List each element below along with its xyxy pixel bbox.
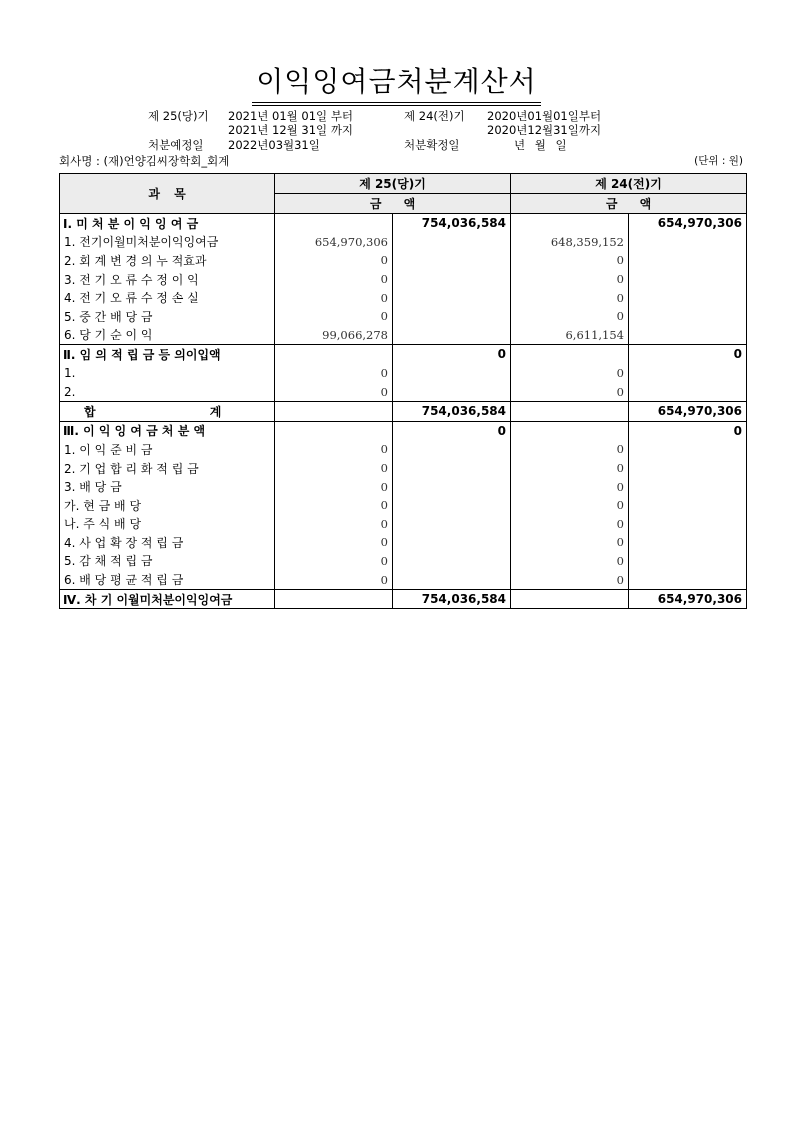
- current-total-amount: [393, 364, 511, 383]
- prior-detail-amount: 0: [511, 533, 629, 552]
- prior-total-amount: [629, 233, 747, 252]
- row-label: 3. 전 기 오 류 수 정 이 익: [60, 270, 275, 289]
- row-label: 합 계: [60, 401, 275, 421]
- disposal-planned-date: 2022년03월31일: [228, 138, 320, 152]
- current-total-amount: [393, 270, 511, 289]
- row-label: 6. 배 당 평 균 적 립 금: [60, 570, 275, 589]
- current-detail-amount: 0: [275, 533, 393, 552]
- current-total-amount: [393, 251, 511, 270]
- document-title: 이익잉여금처분계산서: [0, 60, 793, 106]
- current-period-to: 2021년 12월 31일 까지: [228, 123, 354, 137]
- prior-period-from: 2020년01월01일부터: [487, 109, 602, 123]
- table-row: [60, 364, 747, 383]
- current-detail-amount: 0: [275, 570, 393, 589]
- prior-detail-amount: 0: [511, 288, 629, 307]
- current-total-amount: [393, 382, 511, 401]
- prior-total-amount: [629, 552, 747, 571]
- current-detail-amount: 0: [275, 515, 393, 534]
- current-detail-amount: 0: [275, 459, 393, 478]
- retained-earnings-table: [59, 173, 747, 609]
- current-detail-amount: [275, 345, 393, 364]
- row-label: 4. 전 기 오 류 수 정 손 실: [60, 288, 275, 307]
- current-total-amount: [393, 552, 511, 571]
- table-row: [60, 345, 747, 364]
- prior-total-amount: [629, 440, 747, 459]
- prior-detail-amount: 0: [511, 496, 629, 515]
- prior-detail-amount: 648,359,152: [511, 233, 629, 252]
- prior-amount-header: 금 액: [511, 194, 747, 214]
- current-total-amount: [393, 288, 511, 307]
- prior-total-amount: [629, 270, 747, 289]
- current-total-amount: 754,036,584: [393, 401, 511, 421]
- current-detail-amount: 0: [275, 251, 393, 270]
- current-total-amount: [393, 515, 511, 534]
- current-total-amount: 754,036,584: [393, 589, 511, 609]
- prior-detail-amount: 0: [511, 382, 629, 401]
- subject-header: 과 목: [60, 174, 275, 214]
- prior-detail-amount: 0: [511, 477, 629, 496]
- current-total-amount: 0: [393, 345, 511, 364]
- prior-detail-amount: [511, 421, 629, 440]
- current-total-amount: [393, 459, 511, 478]
- prior-period-to: 2020년12월31일까지: [487, 123, 602, 137]
- table-row: [60, 401, 747, 421]
- row-label: Ⅰ. 미 처 분 이 익 잉 여 금: [60, 214, 275, 233]
- prior-detail-amount: 0: [511, 440, 629, 459]
- prior-detail-amount: 0: [511, 364, 629, 383]
- current-period-header: 제 25(당)기: [275, 174, 511, 194]
- row-label: 5. 감 채 적 립 금: [60, 552, 275, 571]
- prior-total-amount: [629, 288, 747, 307]
- prior-total-amount: [629, 496, 747, 515]
- prior-period-label: 제 24(전)기: [404, 109, 465, 123]
- row-label: 1. 전기이월미처분이익잉여금: [60, 233, 275, 252]
- disposal-planned-label: 처분예정일: [148, 138, 204, 152]
- prior-total-amount: 0: [629, 421, 747, 440]
- row-label: 2. 회 계 변 경 의 누 적효과: [60, 251, 275, 270]
- row-label: 나. 주 식 배 당: [60, 515, 275, 534]
- prior-detail-amount: 0: [511, 570, 629, 589]
- current-total-amount: [393, 440, 511, 459]
- current-total-amount: [393, 307, 511, 326]
- prior-detail-amount: [511, 214, 629, 233]
- table-row: [60, 251, 747, 270]
- prior-total-amount: [629, 364, 747, 383]
- current-detail-amount: 0: [275, 382, 393, 401]
- current-total-amount: [393, 326, 511, 345]
- row-label: 2. 기 업 합 리 화 적 립 금: [60, 459, 275, 478]
- table-row: [60, 382, 747, 401]
- table-row: [60, 440, 747, 459]
- prior-total-amount: 0: [629, 345, 747, 364]
- company-name: 회사명 : (재)언양김씨장학회_회계: [59, 154, 230, 168]
- prior-total-amount: [629, 251, 747, 270]
- prior-detail-amount: 6,611,154: [511, 326, 629, 345]
- row-label: 3. 배 당 금: [60, 477, 275, 496]
- prior-period-header: 제 24(전)기: [511, 174, 747, 194]
- prior-detail-amount: 0: [511, 307, 629, 326]
- current-detail-amount: [275, 589, 393, 609]
- current-detail-amount: 0: [275, 496, 393, 515]
- table-row: [60, 288, 747, 307]
- current-detail-amount: 0: [275, 477, 393, 496]
- current-detail-amount: 0: [275, 288, 393, 307]
- row-label: 5. 중 간 배 당 금: [60, 307, 275, 326]
- current-detail-amount: 654,970,306: [275, 233, 393, 252]
- current-total-amount: 754,036,584: [393, 214, 511, 233]
- table-row: [60, 459, 747, 478]
- table-row: [60, 270, 747, 289]
- current-period-label: 제 25(당)기: [148, 109, 209, 123]
- current-total-amount: [393, 496, 511, 515]
- row-label: Ⅱ. 임 의 적 립 금 등 의이입액: [60, 345, 275, 364]
- table-row: [60, 496, 747, 515]
- current-detail-amount: 0: [275, 440, 393, 459]
- current-total-amount: 0: [393, 421, 511, 440]
- prior-detail-amount: [511, 345, 629, 364]
- current-period-from: 2021년 01월 01일 부터: [228, 109, 354, 123]
- current-detail-amount: [275, 214, 393, 233]
- disposal-confirmed-label: 처분확정일: [404, 138, 460, 152]
- current-detail-amount: [275, 401, 393, 421]
- table-row: [60, 589, 747, 609]
- table-row: [60, 552, 747, 571]
- row-label: 1. 이 익 준 비 금: [60, 440, 275, 459]
- current-detail-amount: 0: [275, 364, 393, 383]
- table-row: [60, 307, 747, 326]
- table-row: [60, 570, 747, 589]
- prior-total-amount: [629, 307, 747, 326]
- table-row: [60, 326, 747, 345]
- current-detail-amount: 0: [275, 552, 393, 571]
- current-total-amount: [393, 533, 511, 552]
- prior-detail-amount: [511, 589, 629, 609]
- prior-detail-amount: 0: [511, 251, 629, 270]
- current-detail-amount: 0: [275, 270, 393, 289]
- prior-total-amount: [629, 570, 747, 589]
- table-row: [60, 533, 747, 552]
- prior-total-amount: [629, 382, 747, 401]
- prior-total-amount: [629, 515, 747, 534]
- row-label: 2.: [60, 382, 275, 401]
- table-row: [60, 233, 747, 252]
- prior-total-amount: [629, 459, 747, 478]
- current-detail-amount: 99,066,278: [275, 326, 393, 345]
- prior-total-amount: 654,970,306: [629, 589, 747, 609]
- prior-detail-amount: 0: [511, 459, 629, 478]
- row-label: Ⅳ. 차 기 이월미처분이익잉여금: [60, 589, 275, 609]
- prior-total-amount: [629, 326, 747, 345]
- prior-detail-amount: 0: [511, 515, 629, 534]
- prior-total-amount: [629, 533, 747, 552]
- prior-total-amount: 654,970,306: [629, 214, 747, 233]
- disposal-confirmed-date: 년 월 일: [514, 138, 567, 152]
- current-total-amount: [393, 477, 511, 496]
- table-header-row: [60, 174, 747, 194]
- prior-detail-amount: [511, 401, 629, 421]
- row-label: Ⅲ. 이 익 잉 여 금 처 분 액: [60, 421, 275, 440]
- prior-detail-amount: 0: [511, 270, 629, 289]
- current-total-amount: [393, 570, 511, 589]
- prior-total-amount: [629, 477, 747, 496]
- table-row: [60, 421, 747, 440]
- table-row: [60, 214, 747, 233]
- row-label: 1.: [60, 364, 275, 383]
- current-amount-header: 금 액: [275, 194, 511, 214]
- current-detail-amount: [275, 421, 393, 440]
- current-detail-amount: 0: [275, 307, 393, 326]
- current-total-amount: [393, 233, 511, 252]
- table-row: [60, 477, 747, 496]
- prior-detail-amount: 0: [511, 552, 629, 571]
- table-row: [60, 515, 747, 534]
- row-label: 6. 당 기 순 이 익: [60, 326, 275, 345]
- unit-label: (단위 : 원): [694, 155, 743, 167]
- prior-total-amount: 654,970,306: [629, 401, 747, 421]
- row-label: 4. 사 업 확 장 적 립 금: [60, 533, 275, 552]
- row-label: 가. 현 금 배 당: [60, 496, 275, 515]
